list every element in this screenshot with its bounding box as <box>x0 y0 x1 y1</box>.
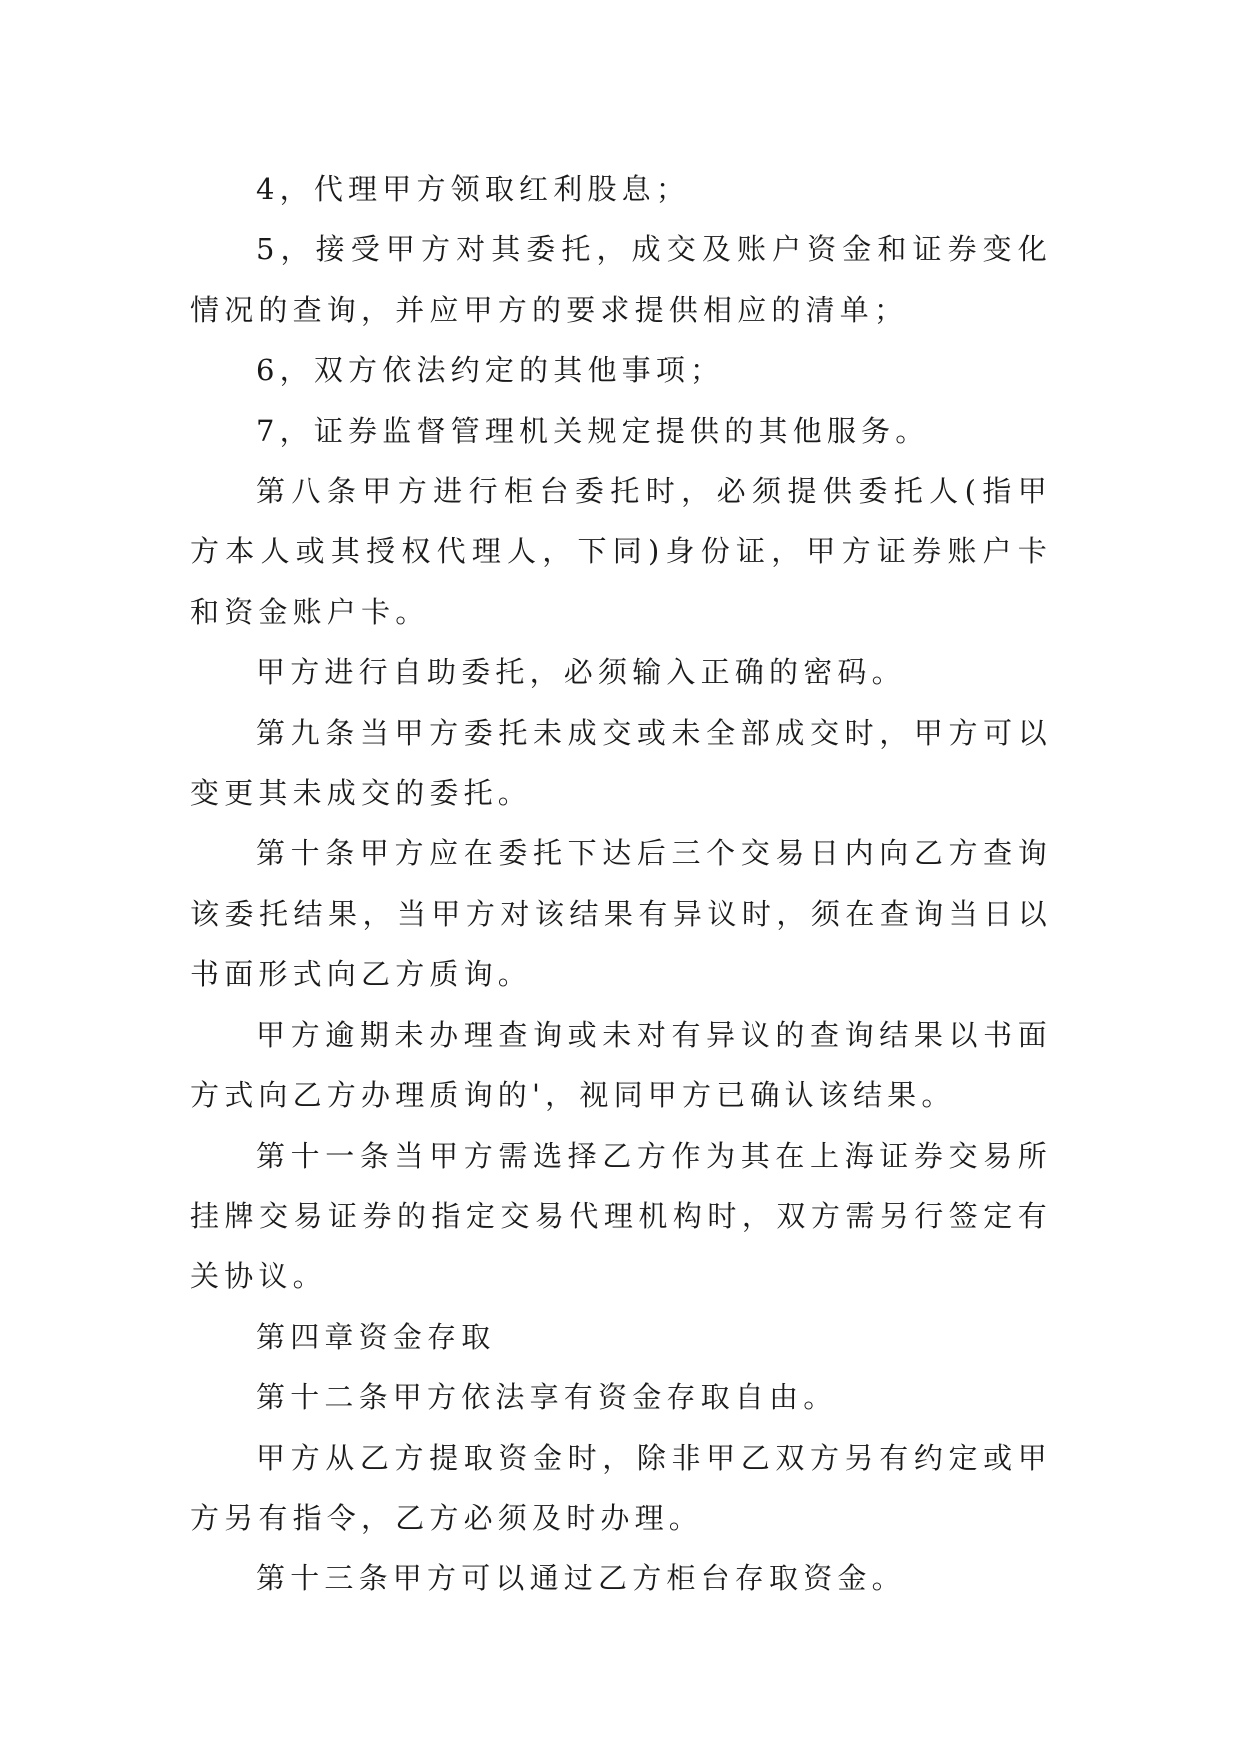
paragraph-article-13: 第十三条甲方可以通过乙方柜台存取资金。 <box>256 1561 906 1596</box>
paragraph-self-service: 甲方进行自助委托，必须输入正确的密码。 <box>256 655 906 690</box>
paragraph-article-10: 第十条甲方应在委托下达后三个交易日内向乙方查询该委托结果，当甲方对该结果有异议时，须在查询当日以书面形式向乙方质询。 <box>190 836 1052 992</box>
paragraph-article-12: 第十二条甲方依法享有资金存取自由。 <box>256 1380 838 1415</box>
document-body <box>190 159 1052 1609</box>
paragraph-item-6: 6，双方依法约定的其他事项； <box>256 353 725 388</box>
paragraph-item-7: 7，证券监督管理机关规定提供的其他服务。 <box>256 413 930 448</box>
paragraph-withdrawal: 甲方从乙方提取资金时，除非甲乙双方另有约定或甲方另有指令，乙方必须及时办理。 <box>190 1440 1052 1535</box>
paragraph-article-9: 第九条当甲方委托未成交或未全部成交时，甲方可以变更其未成交的委托。 <box>190 715 1052 811</box>
chapter-heading: 第四章资金存取 <box>256 1319 496 1354</box>
paragraph-article-11: 第十一条当甲方需选择乙方作为其在上海证券交易所挂牌交易证券的指定交易代理机构时，双方需另行签定有关协议。 <box>190 1138 1052 1294</box>
paragraph-article-8: 第八条甲方进行柜台委托时，必须提供委托人(指甲方本人或其授权代理人，下同)身份证，甲方证券账户卡和资金账户卡。 <box>190 474 1052 629</box>
paragraph-overdue-query: 甲方逾期未办理查询或未对有异议的查询结果以书面方式向乙方办理质询的'，视同甲方已确认该结果。 <box>190 1017 1052 1113</box>
paragraph-item-5: 5，接受甲方对其委托，成交及账户资金和证券变化情况的查询，并应甲方的要求提供相应的清单； <box>190 232 1052 327</box>
paragraph-item-4: 4，代理甲方领取红利股息； <box>256 172 691 206</box>
